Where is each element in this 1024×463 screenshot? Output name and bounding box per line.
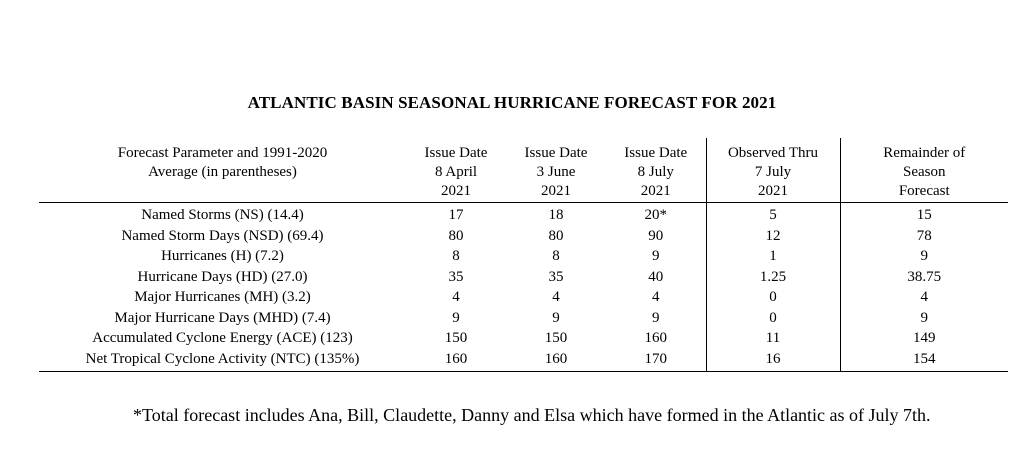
parameter-cell: Accumulated Cyclone Energy (ACE) (123): [92, 330, 353, 346]
table-row: [39, 226, 1008, 247]
value-cell: 40: [648, 268, 664, 285]
value-cell: 15: [840, 203, 1008, 226]
value-cell: 160: [644, 330, 667, 346]
header-line: Issue Date: [624, 145, 688, 161]
value-cell: 78: [840, 226, 1008, 247]
value-cell: 35: [448, 268, 464, 285]
parameter-cell: Hurricane Days (HD) (27.0): [137, 268, 308, 285]
forecast-table: [39, 138, 1008, 372]
table-row: [39, 267, 1008, 288]
header-line: 8 July: [637, 164, 674, 180]
value-cell: 170: [644, 350, 667, 367]
value-cell: 149: [840, 328, 1008, 349]
parameter-cell: Named Storm Days (NSD) (69.4): [121, 227, 324, 244]
value-cell: 80: [448, 227, 464, 244]
table-row: [39, 308, 1008, 329]
value-cell: 20*: [644, 207, 667, 223]
value-cell: 9: [552, 309, 560, 326]
value-cell: 1.25: [706, 267, 840, 288]
value-cell: 9: [652, 309, 660, 326]
value-cell: 0: [706, 287, 840, 308]
table-row: [39, 349, 1008, 372]
header-line: 8 April: [434, 164, 478, 180]
header-line: 2021: [441, 183, 471, 199]
value-cell: 18: [548, 207, 564, 223]
header-line: Forecast Parameter and 1991-2020: [117, 145, 328, 161]
header-row: [39, 138, 1008, 203]
value-cell: 38.75: [840, 267, 1008, 288]
value-cell: 4: [840, 287, 1008, 308]
header-issue-july: [606, 138, 706, 203]
value-cell: 160: [544, 350, 568, 367]
table-row: [39, 287, 1008, 308]
value-cell: 80: [548, 227, 564, 244]
table-row: [39, 203, 1008, 226]
header-forecast-parameter: [39, 138, 406, 203]
header-line: Issue Date: [424, 145, 488, 161]
value-cell: 1: [706, 246, 840, 267]
parameter-cell: Hurricanes (H) (7.2): [161, 248, 284, 264]
value-cell: 4: [652, 289, 660, 305]
value-cell: 0: [706, 308, 840, 329]
header-line: 7 July: [754, 164, 792, 180]
value-cell: 17: [448, 207, 464, 223]
header-remainder: [840, 138, 1008, 203]
footnote: *Total forecast includes Ana, Bill, Claudette, Danny and Elsa which have formed in the Atlantic as of July 7th.: [133, 405, 931, 425]
parameter-cell: Major Hurricanes (MH) (3.2): [134, 289, 311, 305]
header-line: 2021: [758, 183, 788, 199]
header-issue-april: [406, 138, 506, 203]
parameter-cell: Named Storms (NS) (14.4): [141, 207, 304, 223]
value-cell: 9: [840, 308, 1008, 329]
value-cell: 16: [706, 349, 840, 372]
value-cell: 12: [706, 226, 840, 247]
value-cell: 9: [452, 309, 460, 326]
value-cell: 8: [552, 248, 560, 264]
value-cell: 90: [648, 227, 664, 244]
value-cell: 8: [452, 248, 460, 264]
header-line: 2021: [640, 183, 671, 199]
value-cell: 11: [706, 328, 840, 349]
header-line: Average (in parentheses): [148, 164, 297, 180]
header-line: Season: [903, 164, 946, 180]
value-cell: 154: [840, 349, 1008, 372]
value-cell: 5: [706, 203, 840, 226]
table-row: [39, 328, 1008, 349]
parameter-cell: Major Hurricane Days (MHD) (7.4): [114, 309, 331, 326]
header-line: 3 June: [536, 164, 576, 180]
value-cell: 35: [548, 268, 564, 285]
value-cell: 160: [444, 350, 468, 367]
value-cell: 9: [840, 246, 1008, 267]
header-line: Remainder of: [883, 145, 966, 161]
header-line: Forecast: [898, 183, 950, 199]
value-cell: 150: [544, 330, 568, 346]
header-line: Issue Date: [524, 145, 588, 161]
value-cell: 150: [444, 330, 468, 346]
parameter-cell: Net Tropical Cyclone Activity (NTC) (135%): [85, 350, 360, 367]
header-line: Observed Thru: [727, 145, 819, 161]
table-row: [39, 246, 1008, 267]
value-cell: 4: [452, 289, 460, 305]
document-title: ATLANTIC BASIN SEASONAL HURRICANE FORECAST FOR 2021: [247, 93, 777, 112]
value-cell: 9: [652, 248, 660, 264]
header-line: 2021: [541, 183, 571, 199]
value-cell: 4: [552, 289, 560, 305]
header-observed: [706, 138, 840, 203]
header-issue-june: [506, 138, 606, 203]
